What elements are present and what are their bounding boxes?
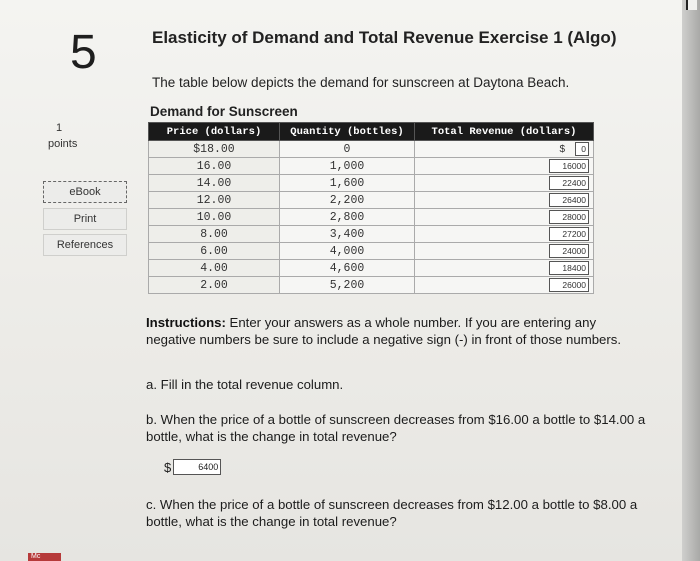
revenue-input[interactable]: 22400 <box>549 176 589 190</box>
price-cell: 2.00 <box>149 277 280 294</box>
table-row <box>149 209 594 226</box>
instructions-text: Enter your answers as a whole number. If you are entering any negative numbers be sure to include a negative sign (-) in front of those numbers. <box>146 315 622 347</box>
revenue-cell <box>415 175 594 192</box>
price-cell: 16.00 <box>149 158 280 175</box>
price-cell: 12.00 <box>149 192 280 209</box>
price-cell: 6.00 <box>149 243 280 260</box>
print-button[interactable]: Print <box>43 208 127 230</box>
revenue-input[interactable]: 26400 <box>549 193 589 207</box>
points-indicator <box>48 121 78 150</box>
quantity-cell: 0 <box>280 141 415 158</box>
quantity-cell: 2,800 <box>280 209 415 226</box>
price-cell: 8.00 <box>149 226 280 243</box>
part-b-currency: $ <box>164 459 172 475</box>
table-row <box>149 243 594 260</box>
revenue-cell <box>415 243 594 260</box>
question-intro: The table below depicts the demand for sunscreen at Daytona Beach. <box>152 75 570 90</box>
instructions <box>146 314 646 348</box>
price-cell: $18.00 <box>149 141 280 158</box>
quantity-cell: 4,000 <box>280 243 415 260</box>
revenue-input[interactable]: 26000 <box>549 278 589 292</box>
part-b-prompt: b. When the price of a bottle of sunscreen decreases from $16.00 a bottle to $14.00 a bottle, what is the change in total revenue? <box>146 412 646 444</box>
quantity-cell: 4,600 <box>280 260 415 277</box>
table-row <box>149 192 594 209</box>
instructions-label: Instructions: <box>146 315 226 330</box>
table-row <box>149 141 594 158</box>
question-title: Elasticity of Demand and Total Revenue Exercise 1 (Algo) <box>152 28 617 47</box>
revenue-cell <box>415 209 594 226</box>
revenue-input[interactable]: 0 <box>575 142 589 156</box>
price-cell: 10.00 <box>149 209 280 226</box>
revenue-cell <box>415 277 594 294</box>
table-caption: Demand for Sunscreen <box>150 104 298 119</box>
price-cell: 4.00 <box>149 260 280 277</box>
revenue-cell <box>415 158 594 175</box>
revenue-input[interactable]: 16000 <box>549 159 589 173</box>
revenue-cell <box>415 260 594 277</box>
part-b-answer-row <box>164 459 221 475</box>
revenue-cell <box>415 226 594 243</box>
references-button[interactable]: References <box>43 234 127 256</box>
ebook-button[interactable]: eBook <box>43 181 127 203</box>
quantity-cell: 3,400 <box>280 226 415 243</box>
edge-mark-icon <box>686 0 697 10</box>
part-c-prompt: c. When the price of a bottle of sunscreen decreases from $12.00 a bottle to $8.00 a bottle, what is the change in total revenue? <box>146 497 638 529</box>
demand-table <box>148 122 594 294</box>
table-row <box>149 226 594 243</box>
header-quantity: Quantity (bottles) <box>280 123 415 141</box>
quantity-cell: 5,200 <box>280 277 415 294</box>
header-revenue: Total Revenue (dollars) <box>415 123 594 141</box>
points-value: 1 <box>55 122 63 134</box>
quantity-cell: 2,200 <box>280 192 415 209</box>
currency-symbol: $ <box>559 143 565 155</box>
revenue-input[interactable]: 27200 <box>549 227 589 241</box>
window-edge <box>682 0 700 561</box>
header-price: Price (dollars) <box>149 123 280 141</box>
price-cell: 14.00 <box>149 175 280 192</box>
table-header-row <box>149 123 594 141</box>
table-row <box>149 158 594 175</box>
table-row <box>149 260 594 277</box>
table-row <box>149 277 594 294</box>
publisher-logo: Mc <box>28 553 61 561</box>
quantity-cell: 1,000 <box>280 158 415 175</box>
quantity-cell: 1,600 <box>280 175 415 192</box>
table-row <box>149 175 594 192</box>
part-b-answer-input[interactable]: 6400 <box>173 459 221 475</box>
part-a-prompt: a. Fill in the total revenue column. <box>146 377 344 392</box>
points-label: points <box>48 138 78 150</box>
question-number: 5 <box>70 26 97 79</box>
revenue-cell <box>415 192 594 209</box>
revenue-input[interactable]: 18400 <box>549 261 589 275</box>
revenue-input[interactable]: 24000 <box>549 244 589 258</box>
revenue-cell <box>415 141 594 158</box>
revenue-input[interactable]: 28000 <box>549 210 589 224</box>
